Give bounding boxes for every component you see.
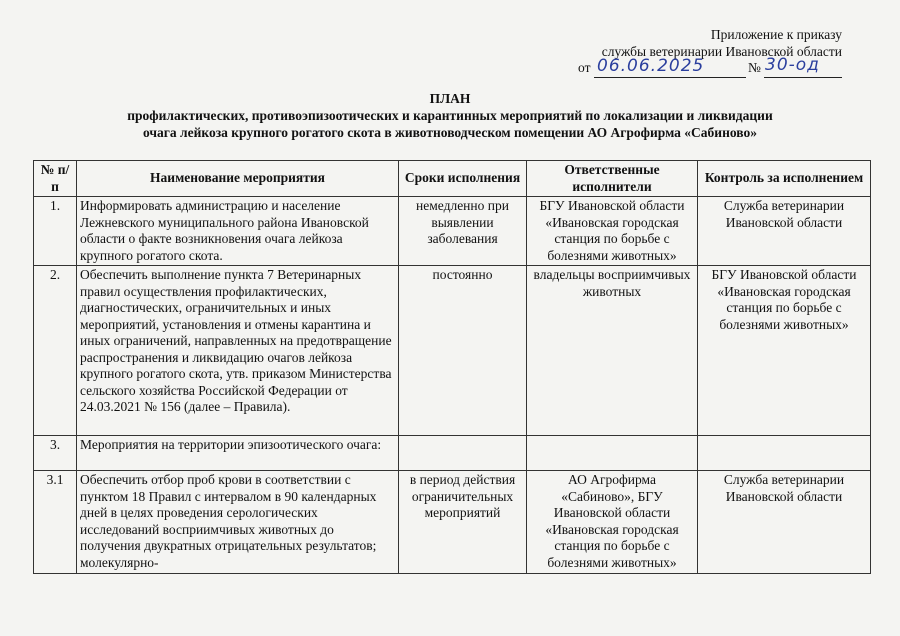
row-num: 3. (34, 436, 77, 471)
row-control (698, 436, 871, 471)
date-prefix: от (578, 60, 591, 75)
row-num: 2. (34, 266, 77, 436)
row-num: 1. (34, 197, 77, 266)
row-num: 3.1 (34, 471, 77, 574)
header-control: Контроль за исполнением (698, 161, 871, 197)
title-line-3: очага лейкоза крупного рогатого скота в животноводческом помещении АО Агрофирма «Сабиново» (143, 125, 757, 140)
date-underline (594, 77, 746, 78)
header-responsible: Ответственные исполнители (527, 161, 698, 197)
row-control: Служба ветеринарии Ивановской области (698, 471, 871, 574)
handwritten-number: 30-од (765, 55, 820, 75)
table-header-row (34, 161, 871, 197)
table-row (34, 197, 871, 266)
number-prefix: № (748, 60, 761, 75)
row-control: Служба ветеринарии Ивановской области (698, 197, 871, 266)
number-underline (764, 77, 842, 78)
table-row (34, 471, 871, 574)
table-row (34, 266, 871, 436)
row-control: БГУ Ивановской области «Ивановская городская станция по борьбе с болезнями животных» (698, 266, 871, 436)
row-term: немедленно при выявлении заболевания (399, 197, 527, 266)
plan-table (33, 160, 871, 574)
row-responsible (527, 436, 698, 471)
handwritten-date: 06.06.2025 (597, 56, 705, 76)
header-num: № п/п (34, 161, 77, 197)
row-term: постоянно (399, 266, 527, 436)
appendix-line-1: Приложение к приказу (710, 27, 842, 42)
row-responsible: владельцы восприимчивых животных (527, 266, 698, 436)
row-responsible: АО Агрофирма «Сабиново», БГУ Ивановской области «Ивановская городская станция по борьбе с болезнями животных» (527, 471, 698, 574)
title-line-1: ПЛАН (429, 91, 471, 106)
table-row (34, 436, 871, 471)
row-action: Обеспечить выполнение пункта 7 Ветеринарных правил осуществления профилактических, диагностических, ограничительных и иных мероприятий, установления и отмены карантина и иных ограничений, направленных на предотвращение распространения и ликвидацию очагов лейкоза крупного рогатого скота, утв. приказом Министерства сельского хозяйства Российской Федерации от 24.03.2021 № 156 (далее – Правила). (77, 266, 399, 436)
title-line-2: профилактических, противоэпизоотических и карантинных мероприятий по локализации и ликвидации (127, 108, 773, 123)
header-action: Наименование мероприятия (77, 161, 399, 197)
row-action: Мероприятия на территории эпизоотического очага: (77, 436, 399, 471)
row-action: Обеспечить отбор проб крови в соответствии с пунктом 18 Правил с интервалом в 90 календарных дней в целях проведения серологических исследований восприимчивых животных до получения двукратных отрицательных результатов; молекулярно- (77, 471, 399, 574)
row-action: Информировать администрацию и население Лежневского муниципального района Ивановской области о факте возникновения очага лейкоза крупного рогатого скота. (77, 197, 399, 266)
row-term: в период действия ограничительных мероприятий (399, 471, 527, 574)
document-title (0, 90, 900, 141)
appendix-line-2: службы ветеринарии Ивановской области (601, 44, 842, 59)
row-term (399, 436, 527, 471)
header-term: Сроки исполнения (399, 161, 527, 197)
row-responsible: БГУ Ивановской области «Ивановская городская станция по борьбе с болезнями животных» (527, 197, 698, 266)
